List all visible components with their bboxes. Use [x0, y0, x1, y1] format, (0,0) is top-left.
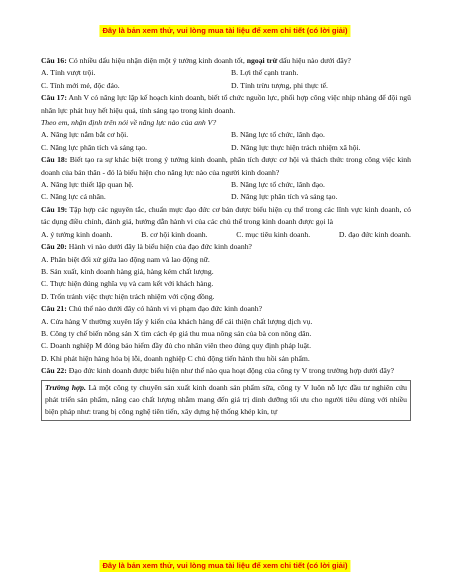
option-d: D. Tính trừu tượng, phi thực tế.	[231, 80, 328, 90]
option-c: C. Thực hiện đúng nghĩa vụ và cam kết với khách hàng.	[41, 279, 214, 289]
options-17	[41, 129, 411, 154]
question-number: Câu 21:	[41, 304, 67, 314]
question-number: Câu 18:	[41, 155, 68, 165]
options-21	[41, 316, 411, 366]
option-a: A. Phân biệt đối xử giữa lao động nam và lao động nữ.	[41, 254, 210, 264]
option-c: C. Tính mới mẻ, độc đáo.	[41, 80, 120, 90]
question-number: Câu 17:	[41, 93, 67, 103]
question-stem: Đạo đức kinh doanh được biểu hiện như thế nào qua hoạt động của công ty V trong trường hợp dưới đây?	[68, 366, 395, 376]
question-stem: Hành vi nào dưới đây là biểu hiện của đạo đức kinh doanh?	[68, 242, 252, 252]
option-c: C. Doanh nghiệp M đóng bảo hiểm đầy đủ cho nhân viên theo đúng quy định pháp luật.	[41, 341, 312, 351]
case-study-box	[41, 380, 411, 421]
option-d: D. Năng lực phân tích và sáng tạo.	[231, 192, 338, 202]
question-stem-emphasis: ngoại trừ	[246, 56, 278, 65]
question-number: Câu 20:	[41, 242, 67, 252]
question-stem: Anh V có năng lực lập kế hoạch kinh doanh, biết tổ chức nguồn lực, phối hợp công việc nhịp nhàng để đội ngũ nhân lực phát huy hết hiệu quả, tính sáng tạo trong kinh doanh.	[41, 93, 411, 115]
question-19	[41, 204, 411, 229]
question-stem-end: dấu hiệu nào dưới đây?	[277, 56, 351, 65]
option-a: A. Tính vượt trội.	[41, 68, 96, 78]
options-20	[41, 254, 411, 304]
option-c: C. mục tiêu kinh doanh.	[236, 229, 311, 239]
option-b: B. Sản xuất, kinh doanh hàng giả, hàng kém chất lượng.	[41, 266, 214, 276]
option-d: D. Năng lực thực hiện trách nhiệm xã hội.	[231, 142, 361, 152]
case-label: Trường hợp.	[45, 382, 86, 392]
options-18	[41, 179, 411, 204]
option-d: D. Khi phát hiện hàng hóa bị lỗi, doanh nghiệp C chủ động tiến hành thu hồi sản phẩm.	[41, 353, 310, 363]
options-16	[41, 67, 411, 92]
option-d: D. đạo đức kinh doanh.	[338, 229, 411, 239]
question-list	[41, 55, 411, 421]
option-c: C. Năng lực phân tích và sáng tạo.	[41, 142, 147, 152]
question-16	[41, 55, 411, 67]
option-a: A. Cửa hàng V thường xuyên lấy ý kiến của khách hàng để cải thiện chất lượng dịch vụ.	[41, 316, 313, 326]
question-22	[41, 365, 411, 377]
option-a: A. Năng lực nắm bắt cơ hội.	[41, 130, 129, 140]
question-stem: Chủ thể nào dưới đây có hành vi vi phạm đạo đức kinh doanh?	[68, 304, 262, 314]
preview-banner-bottom: Đây là bản xem thử, vui lòng mua tài liệu để xem chi tiết (có lời giải)	[99, 560, 350, 572]
option-b: B. Năng lực tổ chức, lãnh đạo.	[231, 130, 325, 140]
question-number: Câu 19:	[41, 204, 68, 214]
question-stem: Biết tạo ra sự khác biệt trong ý tưởng kinh doanh, phân tích được cơ hội và thách thức trong công việc kinh doanh của bản thân - đó là biểu hiện cho năng lực nào của người kinh doanh?	[41, 155, 411, 177]
options-19	[41, 229, 411, 241]
case-text: Là một công ty chuyên sản xuất kinh doanh sản phẩm sữa, công ty V luôn nỗ lực đầu tư nghiên cứu phát triển sản phẩm, nâng cao chất lượng nhằm mang đến giá trị dinh dưỡng tối ưu cho người tiêu dùng với nhiều biện pháp như: trang bị công nghệ tiên tiến, xây dựng hệ thống khép kín, tự	[45, 382, 408, 417]
question-number: Câu 22:	[41, 366, 67, 376]
question-18	[41, 154, 411, 179]
option-c: C. Năng lực cá nhân.	[41, 192, 106, 202]
option-a: A. ý tưởng kinh doanh.	[41, 229, 113, 239]
question-20	[41, 241, 411, 253]
option-b: B. Công ty chế biến nông sản X tìm cách ép giá thu mua nông sản của bà con nông dân.	[41, 328, 312, 338]
question-prompt: Theo em, nhận định trên nói về năng lực nào của anh V?	[41, 118, 217, 128]
question-stem: Có nhiều dấu hiệu nhận diện một ý tưởng kinh doanh tốt,	[68, 56, 247, 65]
preview-banner-top: Đây là bản xem thử, vui lòng mua tài liệu để xem chi tiết (có lời giải)	[99, 25, 350, 37]
option-b: B. Năng lực tổ chức, lãnh đạo.	[231, 180, 325, 190]
option-a: A. Năng lực thiết lập quan hệ.	[41, 180, 134, 190]
question-stem: Tập hợp các nguyên tắc, chuẩn mực đạo đức cơ bản được biểu hiện cụ thể trong các lĩnh vực kinh doanh, có tác dụng điều chỉnh, đánh giá, hướng dẫn hành vi của các chủ thể trong kinh doanh được gọi là	[41, 204, 411, 227]
question-21	[41, 303, 411, 315]
option-d: D. Trốn tránh việc thực hiện trách nhiệm với cộng đồng.	[41, 291, 215, 301]
question-number: Câu 16:	[41, 56, 67, 65]
option-b: B. cơ hội kinh doanh.	[141, 229, 208, 239]
option-b: B. Lợi thế cạnh tranh.	[231, 68, 299, 78]
question-17	[41, 92, 411, 117]
